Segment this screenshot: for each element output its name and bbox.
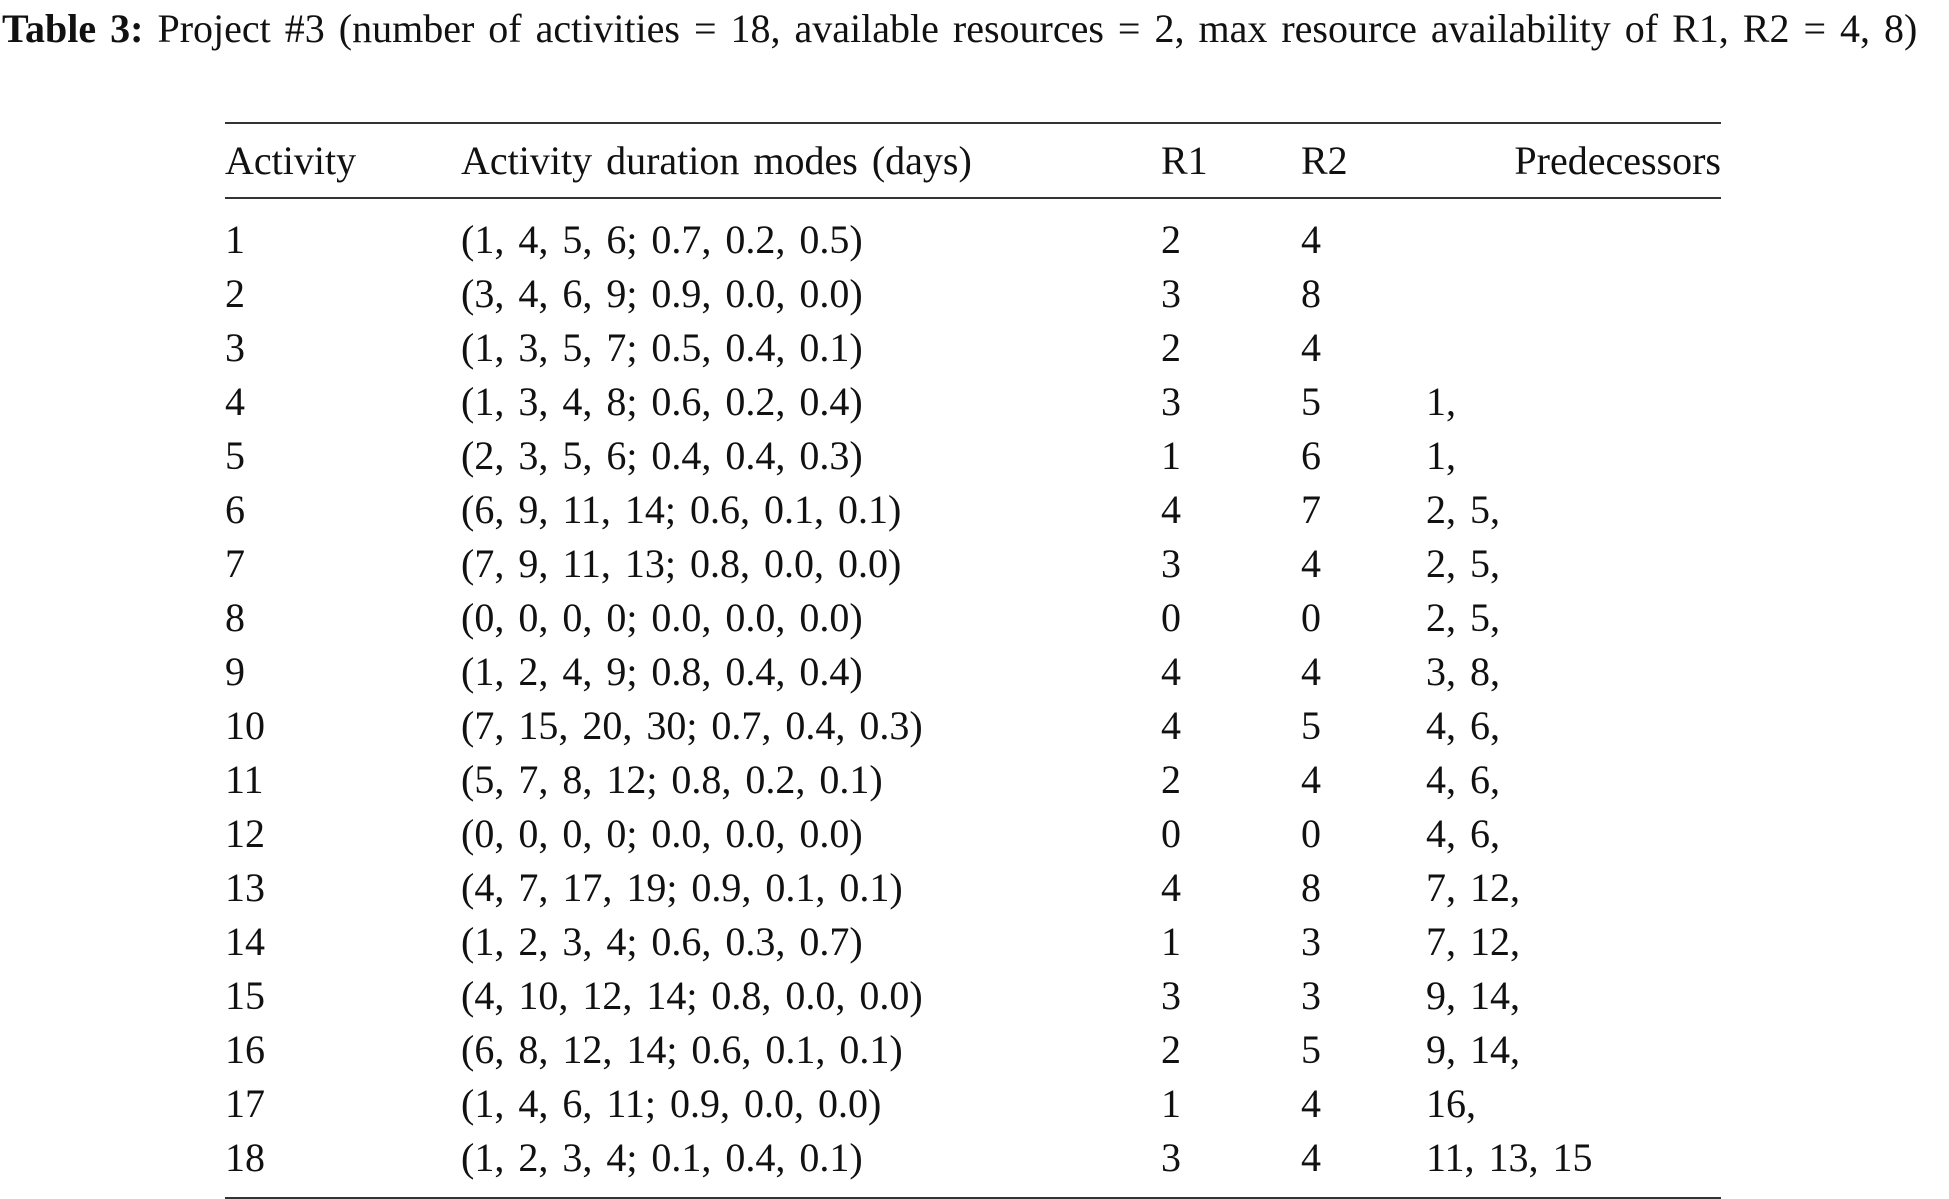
- cell-duration-modes: (1, 4, 6, 11; 0.9, 0.0, 0.0): [461, 1081, 882, 1126]
- table-row: [225, 915, 1721, 969]
- cell-r2: 7: [1301, 487, 1321, 532]
- cell-duration-modes: (2, 3, 5, 6; 0.4, 0.4, 0.3): [461, 433, 863, 478]
- cell-activity: 15: [225, 973, 265, 1018]
- cell-r2: 0: [1301, 595, 1321, 640]
- cell-r1: 3: [1161, 973, 1181, 1018]
- table-row: [225, 753, 1721, 807]
- table-row: [225, 375, 1721, 429]
- cell-activity: 1: [225, 217, 245, 262]
- table-row: [225, 198, 1721, 267]
- cell-activity: 3: [225, 325, 245, 370]
- cell-activity: 4: [225, 379, 245, 424]
- table-row: [225, 699, 1721, 753]
- cell-predecessors: 11, 13, 15: [1426, 1135, 1593, 1180]
- cell-activity: 16: [225, 1027, 265, 1072]
- cell-r2: 4: [1301, 1081, 1321, 1126]
- cell-duration-modes: (4, 10, 12, 14; 0.8, 0.0, 0.0): [461, 973, 923, 1018]
- cell-r1: 4: [1161, 649, 1181, 694]
- cell-r1: 1: [1161, 919, 1181, 964]
- cell-r1: 2: [1161, 1027, 1181, 1072]
- table-row: [225, 267, 1721, 321]
- cell-activity: 5: [225, 433, 245, 478]
- cell-predecessors: 2, 5,: [1426, 487, 1500, 532]
- header-predecessors: Predecessors: [1514, 138, 1721, 183]
- cell-activity: 14: [225, 919, 265, 964]
- cell-predecessors: 1,: [1426, 433, 1456, 478]
- cell-duration-modes: (4, 7, 17, 19; 0.9, 0.1, 0.1): [461, 865, 903, 910]
- cell-r2: 5: [1301, 379, 1321, 424]
- cell-activity: 18: [225, 1135, 265, 1180]
- cell-duration-modes: (1, 4, 5, 6; 0.7, 0.2, 0.5): [461, 217, 863, 262]
- cell-r1: 3: [1161, 1135, 1181, 1180]
- table-body: [225, 198, 1721, 1198]
- cell-r2: 3: [1301, 973, 1321, 1018]
- cell-r2: 5: [1301, 703, 1321, 748]
- cell-r1: 4: [1161, 865, 1181, 910]
- cell-r1: 2: [1161, 217, 1181, 262]
- cell-r2: 8: [1301, 865, 1321, 910]
- cell-activity: 12: [225, 811, 265, 856]
- cell-r2: 4: [1301, 1135, 1321, 1180]
- cell-r1: 4: [1161, 703, 1181, 748]
- cell-r1: 0: [1161, 595, 1181, 640]
- cell-r2: 4: [1301, 649, 1321, 694]
- cell-r1: 1: [1161, 433, 1181, 478]
- cell-r2: 4: [1301, 217, 1321, 262]
- table-row: [225, 321, 1721, 375]
- cell-predecessors: 2, 5,: [1426, 595, 1500, 640]
- cell-predecessors: [1426, 267, 1721, 321]
- cell-duration-modes: (7, 9, 11, 13; 0.8, 0.0, 0.0): [461, 541, 902, 586]
- header-r2: R2: [1301, 138, 1348, 183]
- cell-r1: 3: [1161, 271, 1181, 316]
- cell-duration-modes: (1, 3, 4, 8; 0.6, 0.2, 0.4): [461, 379, 863, 424]
- table-row: [225, 537, 1721, 591]
- table-row: [225, 1077, 1721, 1131]
- cell-r1: 2: [1161, 325, 1181, 370]
- cell-predecessors: [1426, 321, 1721, 375]
- cell-r1: 3: [1161, 541, 1181, 586]
- cell-r1: 3: [1161, 379, 1181, 424]
- cell-activity: 17: [225, 1081, 265, 1126]
- cell-duration-modes: (7, 15, 20, 30; 0.7, 0.4, 0.3): [461, 703, 923, 748]
- table-row: [225, 591, 1721, 645]
- cell-duration-modes: (0, 0, 0, 0; 0.0, 0.0, 0.0): [461, 811, 863, 856]
- table-row: [225, 483, 1721, 537]
- table-row: [225, 429, 1721, 483]
- cell-duration-modes: (6, 8, 12, 14; 0.6, 0.1, 0.1): [461, 1027, 903, 1072]
- activity-table: [225, 122, 1721, 1199]
- cell-duration-modes: (0, 0, 0, 0; 0.0, 0.0, 0.0): [461, 595, 863, 640]
- cell-r2: 6: [1301, 433, 1321, 478]
- cell-activity: 13: [225, 865, 265, 910]
- cell-r2: 5: [1301, 1027, 1321, 1072]
- cell-predecessors: 4, 6,: [1426, 757, 1500, 802]
- cell-r2: 3: [1301, 919, 1321, 964]
- table-row: [225, 807, 1721, 861]
- cell-r2: 4: [1301, 757, 1321, 802]
- caption-text: Project #3 (number of activities = 18, available resources = 2, max resource availability of R1, R2 = 4, 8): [157, 6, 1918, 51]
- cell-activity: 8: [225, 595, 245, 640]
- table-caption: [2, 2, 1942, 56]
- cell-activity: 11: [225, 757, 264, 802]
- header-row: [225, 123, 1721, 198]
- table-row: [225, 969, 1721, 1023]
- cell-predecessors: 2, 5,: [1426, 541, 1500, 586]
- cell-r2: 4: [1301, 325, 1321, 370]
- cell-duration-modes: (3, 4, 6, 9; 0.9, 0.0, 0.0): [461, 271, 863, 316]
- cell-r1: 4: [1161, 487, 1181, 532]
- table-row: [225, 861, 1721, 915]
- header-activity: Activity: [225, 138, 357, 183]
- cell-r2: 8: [1301, 271, 1321, 316]
- cell-predecessors: 1,: [1426, 379, 1456, 424]
- header-r1: R1: [1161, 138, 1208, 183]
- cell-duration-modes: (1, 2, 3, 4; 0.6, 0.3, 0.7): [461, 919, 863, 964]
- cell-predecessors: 9, 14,: [1426, 973, 1520, 1018]
- table-row: [225, 1131, 1721, 1198]
- cell-duration-modes: (1, 2, 3, 4; 0.1, 0.4, 0.1): [461, 1135, 863, 1180]
- header-duration-modes: Activity duration modes (days): [461, 138, 972, 183]
- cell-predecessors: 16,: [1426, 1081, 1476, 1126]
- cell-predecessors: 3, 8,: [1426, 649, 1500, 694]
- table-header: [225, 123, 1721, 198]
- cell-duration-modes: (6, 9, 11, 14; 0.6, 0.1, 0.1): [461, 487, 902, 532]
- cell-activity: 6: [225, 487, 245, 532]
- cell-predecessors: 7, 12,: [1426, 865, 1520, 910]
- cell-predecessors: 4, 6,: [1426, 703, 1500, 748]
- cell-predecessors: 9, 14,: [1426, 1027, 1520, 1072]
- cell-r1: 0: [1161, 811, 1181, 856]
- cell-r2: 4: [1301, 541, 1321, 586]
- table-row: [225, 645, 1721, 699]
- cell-activity: 7: [225, 541, 245, 586]
- cell-r1: 2: [1161, 757, 1181, 802]
- cell-duration-modes: (1, 3, 5, 7; 0.5, 0.4, 0.1): [461, 325, 863, 370]
- cell-predecessors: 4, 6,: [1426, 811, 1500, 856]
- cell-duration-modes: (1, 2, 4, 9; 0.8, 0.4, 0.4): [461, 649, 863, 694]
- table-row: [225, 1023, 1721, 1077]
- cell-r2: 0: [1301, 811, 1321, 856]
- cell-activity: 9: [225, 649, 245, 694]
- caption-label: Table 3:: [2, 6, 144, 51]
- cell-duration-modes: (5, 7, 8, 12; 0.8, 0.2, 0.1): [461, 757, 883, 802]
- cell-predecessors: [1426, 198, 1721, 267]
- cell-activity: 10: [225, 703, 265, 748]
- cell-r1: 1: [1161, 1081, 1181, 1126]
- cell-activity: 2: [225, 271, 245, 316]
- cell-predecessors: 7, 12,: [1426, 919, 1520, 964]
